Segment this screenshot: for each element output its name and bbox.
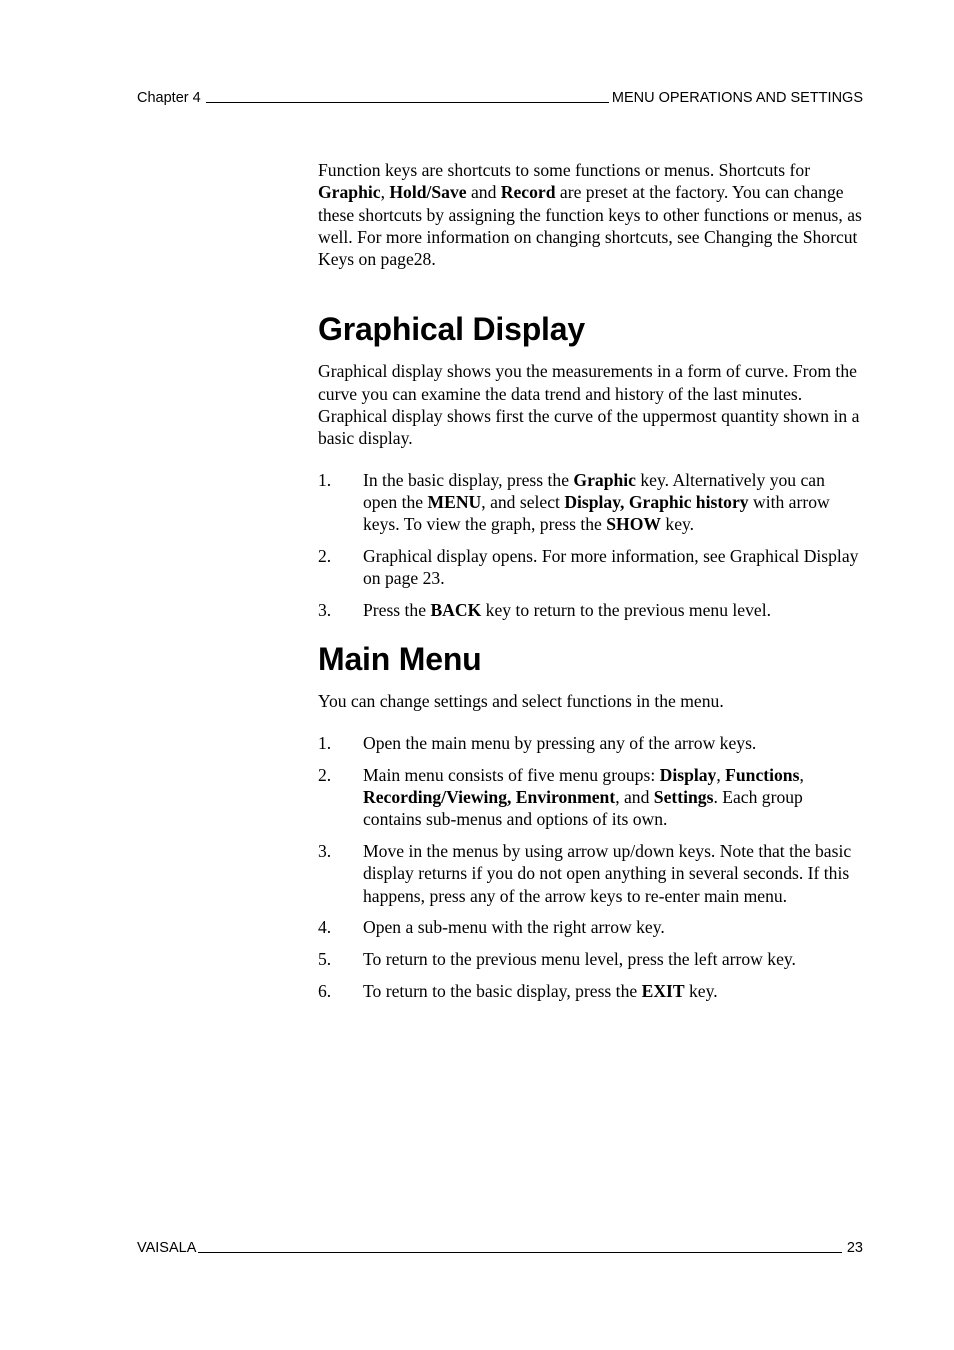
- brand-name: VAISALA: [137, 1240, 197, 1256]
- main-menu-paragraph: You can change settings and select functions in the menu.: [318, 691, 724, 712]
- list-item: 2. Main menu consists of five menu groups: Display, Functions, Recording/Viewing, Environment, and Settings. Each group contains sub-menus and options of its own.: [318, 764, 804, 830]
- header-rule: [206, 102, 609, 103]
- list-item: 1. In the basic display, press the Graphic key. Alternatively you can open the MENU, and select Display, Graphic history with arrow keys. To view the graph, press the SHOW key.: [318, 469, 830, 535]
- list-item: 2. Graphical display opens. For more information, see Graphical Display on page 23.: [318, 546, 859, 589]
- page-footer: [137, 1240, 863, 1256]
- page-content: [318, 159, 863, 1012]
- page-header: [137, 90, 863, 106]
- list-item: 1. Open the main menu by pressing any of the arrow keys.: [318, 732, 757, 753]
- page-number: 23: [846, 1240, 863, 1256]
- graphical-display-steps: [318, 469, 863, 622]
- section-title: MENU OPERATIONS AND SETTINGS: [611, 90, 863, 106]
- list-item: 6. To return to the basic display, press the EXIT key.: [318, 980, 718, 1001]
- list-item: 3. Press the BACK key to return to the previous menu level.: [318, 600, 772, 621]
- footer-rule: [198, 1252, 841, 1253]
- graphical-display-heading: Graphical Display: [318, 311, 585, 348]
- intro-paragraph: Function keys are shortcuts to some functions or menus. Shortcuts for Graphic, Hold/Save and Record are preset at the factory. You can change these shortcuts by assigning the function keys to other functions or menus, as well. For more information on changing shortcuts, see Changing the Shorcut Keys on page28.: [318, 160, 862, 270]
- main-menu-steps: [318, 732, 863, 1002]
- list-item: 5. To return to the previous menu level, press the left arrow key.: [318, 949, 796, 970]
- chapter-label: Chapter 4: [137, 90, 201, 106]
- graphical-display-paragraph: Graphical display shows you the measurements in a form of curve. From the curve you can examine the data trend and history of the last minutes. Graphical display shows first the curve of the uppermost quantity shown in a basic display.: [318, 361, 860, 449]
- main-menu-heading: Main Menu: [318, 641, 482, 678]
- list-item: 3. Move in the menus by using arrow up/down keys. Note that the basic display returns if you do not open anything in several seconds. If this happens, press any of the arrow keys to re-enter main menu.: [318, 840, 852, 906]
- list-item: 4. Open a sub-menu with the right arrow key.: [318, 917, 665, 938]
